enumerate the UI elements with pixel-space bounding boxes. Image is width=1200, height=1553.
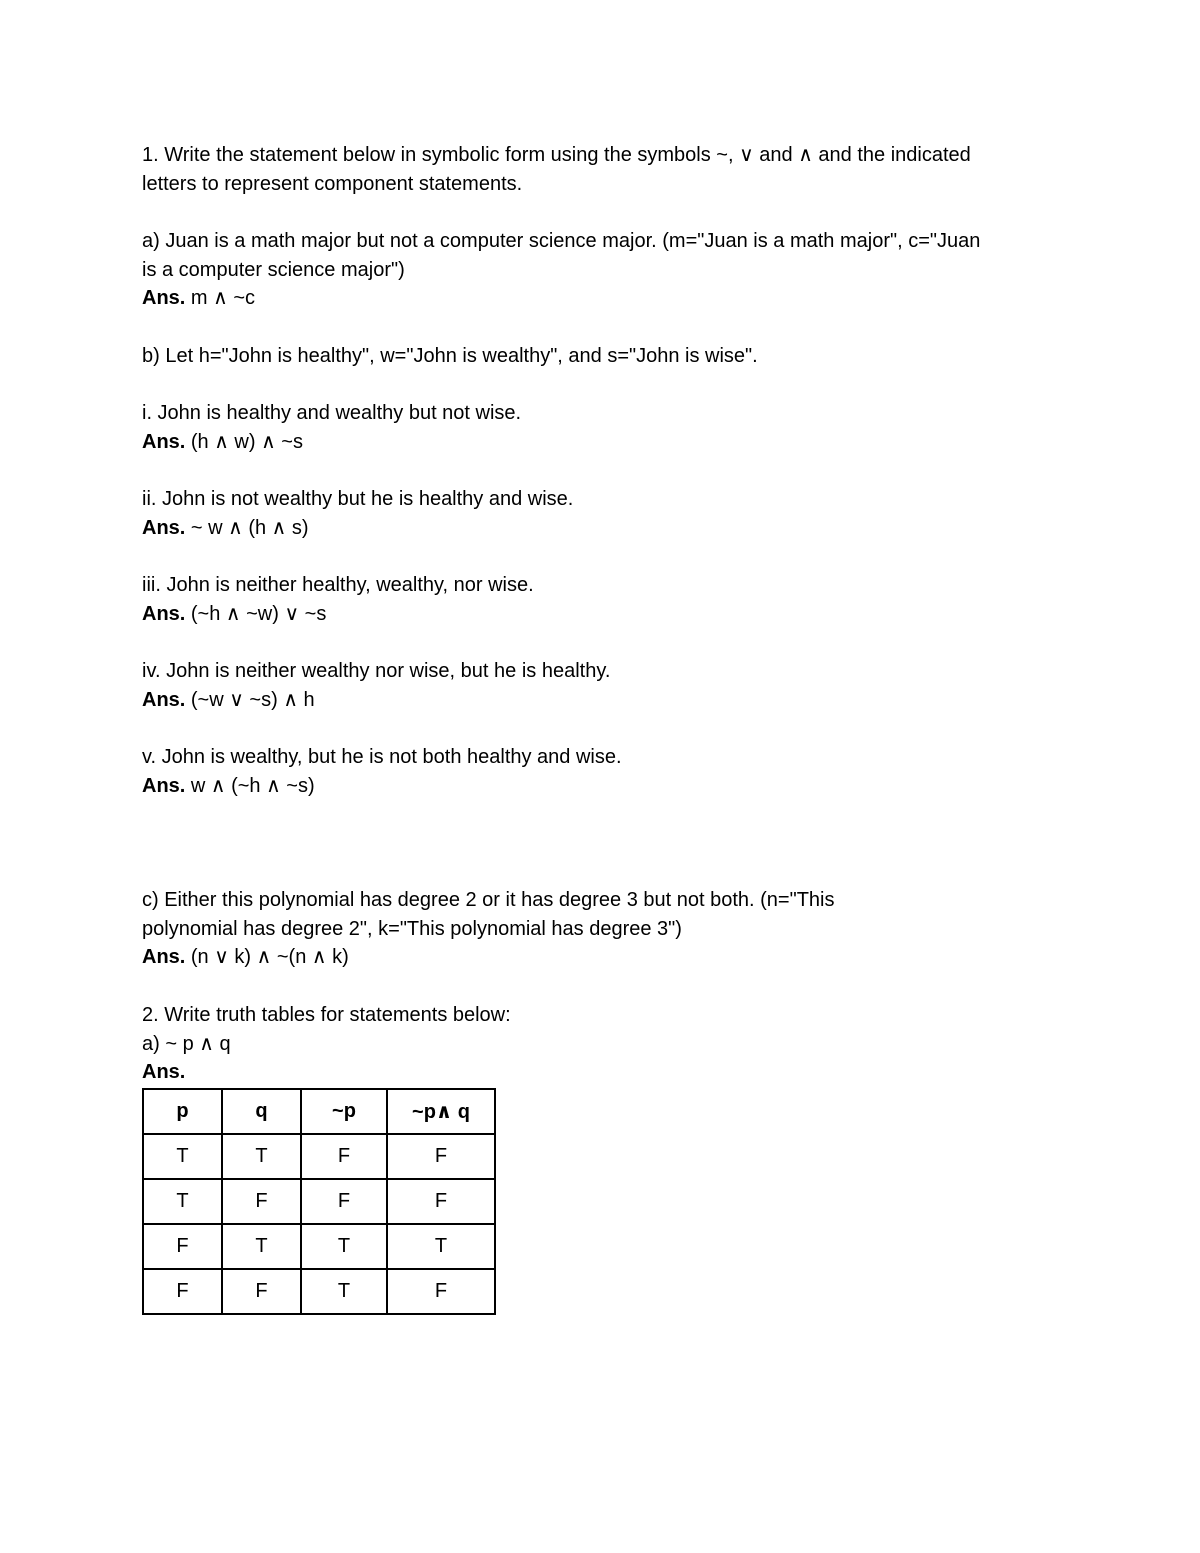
- truth-table-cell: F: [143, 1269, 222, 1314]
- q1b-item-3-answer: [142, 602, 326, 626]
- truth-table: [142, 1088, 496, 1315]
- q1b-item-4-question: iv. John is neither wealthy nor wise, but he is healthy.: [142, 660, 611, 682]
- q1c-answer: [142, 945, 349, 969]
- truth-table-cell: T: [143, 1134, 222, 1179]
- q1-prompt-line1: 1. Write the statement below in symbolic form using the symbols ~, ∨ and ∧ and the indicated: [142, 144, 971, 166]
- truth-table-row: [143, 1179, 495, 1224]
- truth-table-cell: T: [143, 1179, 222, 1224]
- q1b-item-1-answer: [142, 430, 303, 454]
- answer-text: (~w ∨ ~s) ∧ h: [185, 689, 315, 711]
- q1c-question-line1: c) Either this polynomial has degree 2 or it has degree 3 but not both. (n="This: [142, 889, 835, 911]
- answer-label: Ans.: [142, 946, 186, 968]
- truth-table-header-p: p: [143, 1089, 222, 1134]
- q2a-label: a) ~ p ∧ q: [142, 1033, 231, 1055]
- q1b-item-5-question: v. John is wealthy, but he is not both healthy and wise.: [142, 746, 622, 768]
- truth-table-cell: F: [301, 1179, 387, 1224]
- truth-table-cell: T: [301, 1269, 387, 1314]
- answer-label: Ans.: [142, 287, 186, 309]
- truth-table-cell: F: [301, 1134, 387, 1179]
- answer-text: ~ w ∧ (h ∧ s): [185, 517, 309, 539]
- answer-label: Ans.: [142, 517, 186, 539]
- truth-table-header-not-p: ~p: [301, 1089, 387, 1134]
- truth-table-cell: F: [387, 1134, 495, 1179]
- truth-table-cell: T: [222, 1134, 301, 1179]
- truth-table-cell: F: [222, 1269, 301, 1314]
- truth-table-header-q: q: [222, 1089, 301, 1134]
- truth-table-header-row: [143, 1089, 495, 1134]
- answer-label: Ans.: [142, 431, 186, 453]
- answer-label: Ans.: [142, 775, 186, 797]
- truth-table-row: [143, 1134, 495, 1179]
- truth-table-cell: F: [222, 1179, 301, 1224]
- q1b-item-3-question: iii. John is neither healthy, wealthy, nor wise.: [142, 574, 534, 596]
- q1b-intro: b) Let h="John is healthy", w="John is wealthy", and s="John is wise".: [142, 345, 758, 367]
- truth-table-row: [143, 1224, 495, 1269]
- q1b-item-4-answer: [142, 688, 315, 712]
- q2-prompt: 2. Write truth tables for statements below:: [142, 1004, 511, 1026]
- truth-table-cell: T: [222, 1224, 301, 1269]
- answer-label: Ans.: [142, 603, 186, 625]
- answer-label: Ans.: [142, 1061, 186, 1083]
- q1b-item-1-question: i. John is healthy and wealthy but not wise.: [142, 402, 522, 424]
- q1b-item-2-question: ii. John is not wealthy but he is healthy and wise.: [142, 488, 574, 510]
- q1a-answer: [142, 286, 255, 310]
- q1a-question-line1: a) Juan is a math major but not a computer science major. (m="Juan is a math major", c="Juan: [142, 230, 981, 252]
- truth-table-cell: F: [387, 1269, 495, 1314]
- truth-table-row: [143, 1269, 495, 1314]
- truth-table-cell: T: [301, 1224, 387, 1269]
- q1-prompt-line2: letters to represent component statements.: [142, 173, 523, 195]
- truth-table-cell: T: [387, 1224, 495, 1269]
- answer-label: Ans.: [142, 689, 186, 711]
- truth-table-header-not-p-and-q: ~p∧ q: [387, 1089, 495, 1134]
- q1c-question-line2: polynomial has degree 2", k="This polynomial has degree 3"): [142, 918, 682, 940]
- answer-text: (~h ∧ ~w) ∨ ~s: [185, 603, 327, 625]
- q1a-question-line2: is a computer science major"): [142, 259, 405, 281]
- answer-text: m ∧ ~c: [185, 287, 255, 309]
- truth-table-cell: F: [387, 1179, 495, 1224]
- answer-text: (n ∨ k) ∧ ~(n ∧ k): [185, 946, 349, 968]
- answer-text: (h ∧ w) ∧ ~s: [185, 431, 303, 453]
- q1b-item-5-answer: [142, 774, 315, 798]
- answer-text: w ∧ (~h ∧ ~s): [185, 775, 315, 797]
- truth-table-cell: F: [143, 1224, 222, 1269]
- q2a-answer-label: [142, 1060, 185, 1084]
- q1b-item-2-answer: [142, 516, 309, 540]
